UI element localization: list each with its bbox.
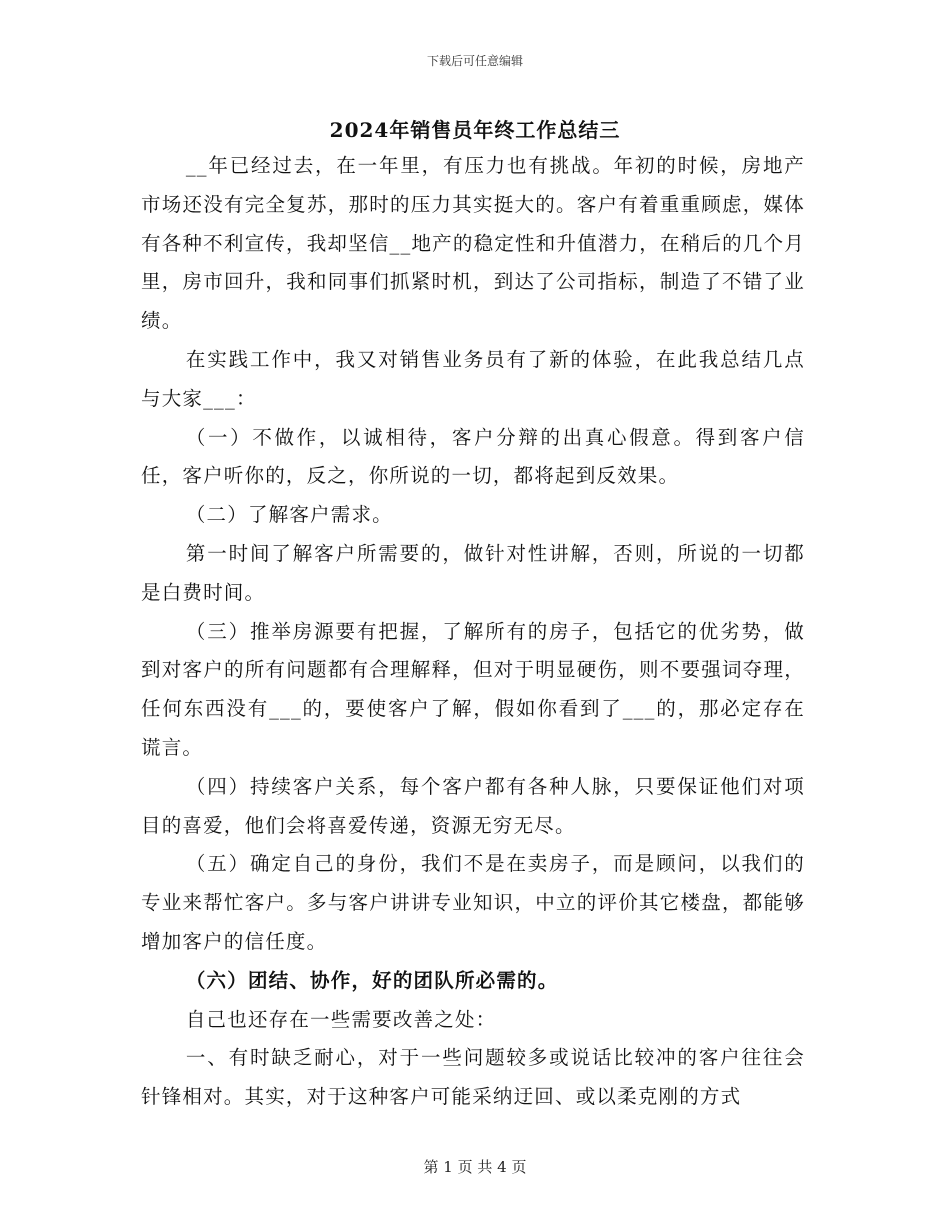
document-body [141,147,805,1117]
paragraph: __年已经过去，在一年里，有压力也有挑战。年初的时候，房地产市场还没有完全复苏，那时的压力其实挺大的。客户有着重重顾虑，媒体有各种不利宣传，我却坚信__地产的稳定性和升值潜力，在稍后的几个月里，房市回升，我和同事们抓紧时机，到达了公司指标，制造了不错了业绩。 [141,154,805,333]
paragraph: 在实践工作中，我又对销售业务员有了新的体验，在此我总结几点与大家___： [141,347,805,410]
paragraph: （四）持续客户关系，每个客户都有各种人脉，只要保证他们对项目的喜爱，他们会将喜爱传递，资源无穷无尽。 [141,774,805,837]
paragraph: （三）推举房源要有把握，了解所有的房子，包括它的优劣势，做到对客户的所有问题都有合理解释，但对于明显硬伤，则不要强词夺理，任何东西没有___的，要使客户了解，假如你看到了___的，那必定存在谎言。 [141,619,805,759]
header-note: 下载后可任意编辑 [426,54,523,68]
paragraph: （二）了解客户需求。 [185,503,393,527]
paragraph: 第一时间了解客户所需要的，做针对性讲解，否则，所说的一切都是白费时间。 [141,541,805,604]
paragraph: 一、有时缺乏耐心，对于一些问题较多或说话比较冲的客户往往会针锋相对。其实，对于这种客户可能采纳迂回、或以柔克刚的方式 [141,1046,805,1109]
paragraph: （一）不做作，以诚相待，客户分辩的出真心假意。得到客户信任，客户听你的，反之，你所说的一切，都将起到反效果。 [141,425,805,488]
paragraph-bold: （六）团结、协作，好的团队所必需的。 [185,968,559,992]
document-title: 2024年销售员年终工作总结三 [329,118,621,142]
paragraph: （五）确定自己的身份，我们不是在卖房子，而是顾问，以我们的专业来帮忙客户。多与客户讲讲专业知识，中立的评价其它楼盘，都能够增加客户的信任度。 [141,852,805,953]
page-number: 第 1 页 共 4 页 [423,1158,527,1176]
paragraph: 自己也还存在一些需要改善之处： [185,1007,497,1031]
